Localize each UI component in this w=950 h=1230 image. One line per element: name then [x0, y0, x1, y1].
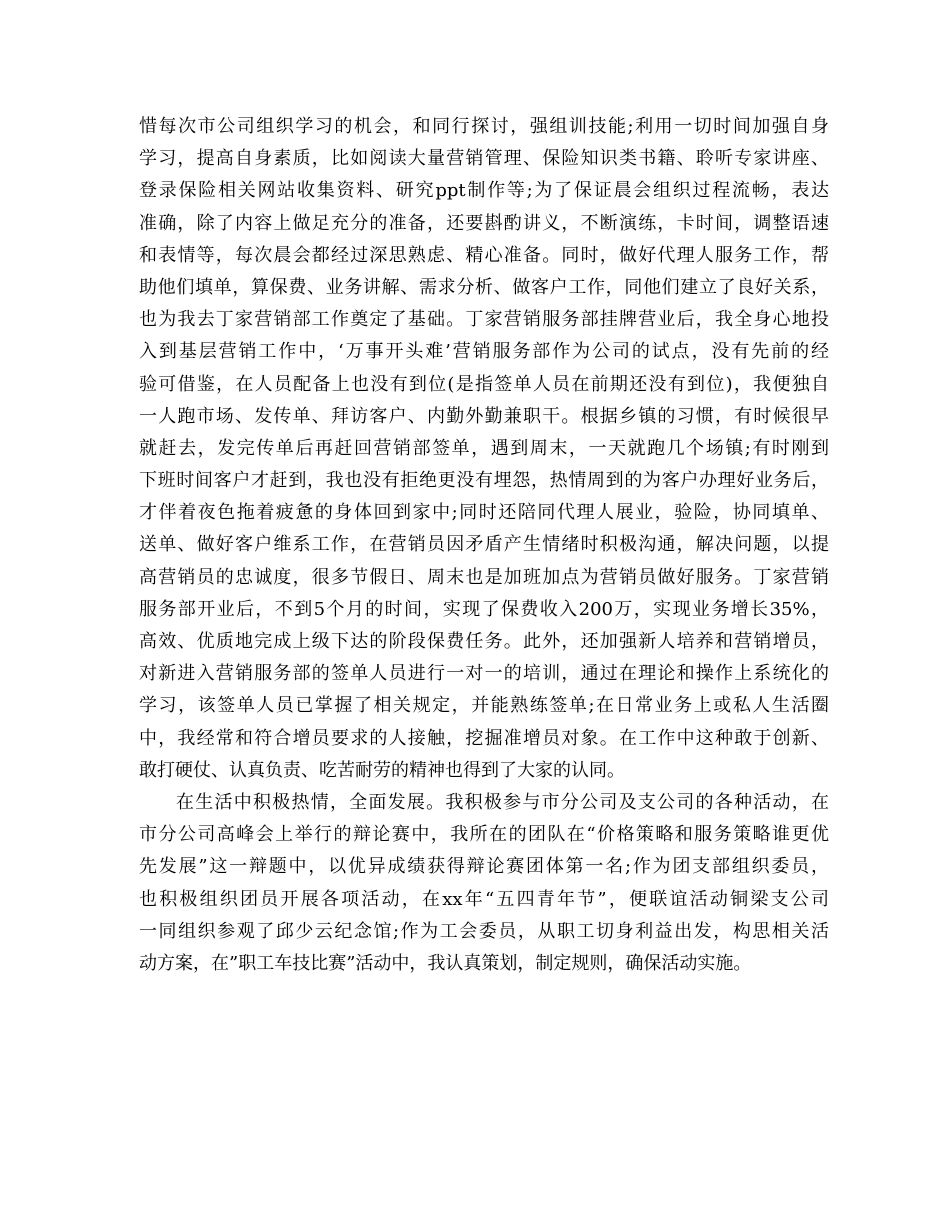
- text-line: 登录保险相关网站收集资料、研究ppt制作等;为了保证晨会组织过程流畅，表达: [139, 180, 829, 202]
- text-line: 也为我去丁家营销部工作奠定了基础。丁家营销服务部挂牌营业后，我全身心地投: [139, 309, 829, 331]
- text-line: 高效、优质地完成上级下达的阶段保费任务。此外，还加强新人培养和营销增员，: [139, 631, 829, 652]
- text-line: 一人跑市场、发传单、拜访客户、内勤外勤兼职干。根据乡镇的习惯，有时候很早: [139, 405, 829, 427]
- paragraph-1: [139, 111, 829, 787]
- text-line: 入到基层营销工作中，‘万事开头难’营销服务部作为公司的试点，没有先前的经: [139, 341, 829, 363]
- text-line: 送单、做好客户维系工作，在营销员因矛盾产生情绪时积极沟通，解决问题，以提: [139, 534, 829, 556]
- paragraph-2: [139, 787, 829, 980]
- text-line: 一同组织参观了邱少云纪念馆;作为工会委员，从职工切身利益出发，构思相关活: [139, 920, 829, 942]
- text-line-first: 在生活中积极热情，全面发展。我积极参与市分公司及支公司的各种活动，在: [176, 791, 829, 813]
- text-line: 下班时间客户才赶到，我也没有拒绝更没有埋怨，热情周到的为客户办理好业务后，: [139, 470, 829, 492]
- text-line: 中，我经常和符合增员要求的人接触，挖掘准增员对象。在工作中这种敢于创新、: [139, 727, 829, 749]
- text-line: 才伴着夜色拖着疲惫的身体回到家中;同时还陪同代理人展业，验险，协同填单、: [139, 502, 829, 524]
- text-line: 对新进入营销服务部的签单人员进行一对一的培训，通过在理论和操作上系统化的: [139, 663, 829, 685]
- text-line: 助他们填单，算保费、业务讲解、需求分析、做客户工作，同他们建立了良好关系，: [139, 276, 829, 298]
- document-body: [139, 111, 829, 980]
- text-line-last: 动方案，在”职工车技比赛”活动中，我认真策划，制定规则，确保活动实施。: [139, 952, 752, 974]
- text-line: 高营销员的忠诚度，很多节假日、周末也是加班加点为营销员做好服务。丁家营销: [139, 566, 829, 588]
- text-line: 和表情等，每次晨会都经过深思熟虑、精心准备。同时，做好代理人服务工作，帮: [139, 244, 829, 266]
- text-line: 就赶去，发完传单后再赶回营销部签单，遇到周末，一天就跑几个场镇;有时刚到: [139, 437, 829, 459]
- text-line: 服务部开业后，不到5个月的时间，实现了保费收入200万，实现业务增长35%，: [139, 598, 829, 620]
- text-line: 准确，除了内容上做足充分的准备，还要斟酌讲义，不断演练，卡时间，调整语速: [139, 212, 829, 234]
- text-line: 验可借鉴，在人员配备上也没有到位(是指签单人员在前期还没有到位)，我便独自: [139, 373, 829, 395]
- text-line: 先发展”这一辩题中，以优异成绩获得辩论赛团体第一名;作为团支部组织委员，: [139, 856, 829, 878]
- text-line: 学习，该签单人员已掌握了相关规定，并能熟练签单;在日常业务上或私人生活圈: [139, 695, 829, 717]
- text-line-last: 敢打硬仗、认真负责、吃苦耐劳的精神也得到了大家的认同。: [139, 759, 625, 781]
- text-line: 也积极组织团员开展各项活动，在xx年“五四青年节”，便联谊活动铜梁支公司: [139, 888, 829, 910]
- text-line: 学习，提高自身素质，比如阅读大量营销管理、保险知识类书籍、聆听专家讲座、: [139, 148, 829, 170]
- text-line: 惜每次市公司组织学习的机会，和同行探讨，强组训技能;利用一切时间加强自身: [139, 116, 829, 137]
- text-line: 市分公司高峰会上举行的辩论赛中，我所在的团队在“价格策略和服务策略谁更优: [139, 824, 829, 846]
